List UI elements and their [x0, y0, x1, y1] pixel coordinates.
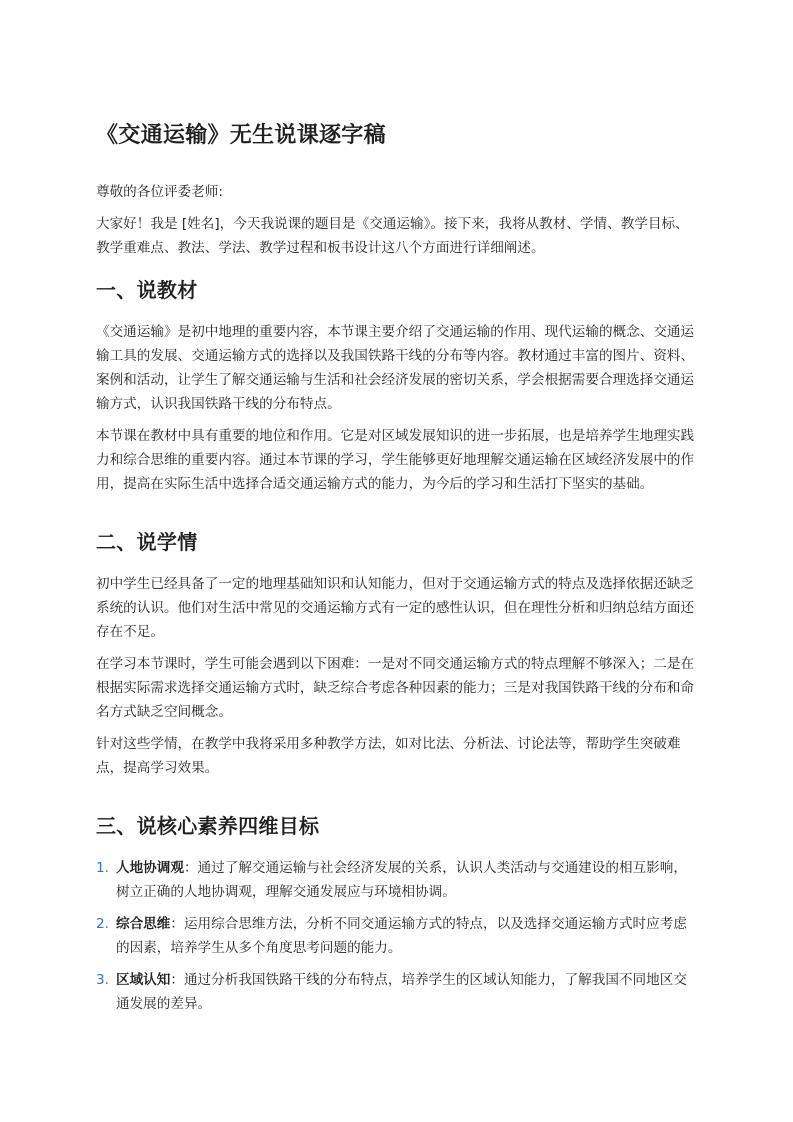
list-text: ：通过了解交通运输与社会经济发展的关系，认识人类活动与交通建设的相互影响，树立正确的人地协调观，理解交通发展应与环境相协调。 — [116, 860, 687, 900]
objectives-list — [96, 856, 698, 1016]
document-title: 《交通运输》无生说课逐字稿 — [96, 123, 386, 148]
section-learners — [96, 526, 698, 780]
paragraph: 《交通运输》是初中地理的重要内容，本节课主要介绍了交通运输的作用、现代运输的概念、交通运输工具的发展、交通运输方式的选择以及我国铁路干线的分布等内容。教材通过丰富的图片、资料、案例和活动，让学生了解交通运输与生活和社会经济发展的密切关系，学会根据需要合理选择交通运输方式，认识我国铁路干线的分布特点。 — [96, 324, 695, 412]
list-item — [96, 856, 698, 904]
list-item — [96, 912, 698, 960]
list-text: ：通过分析我国铁路干线的分布特点，培养学生的区域认知能力，了解我国不同地区交通发展的差异。 — [116, 972, 687, 1012]
paragraph: 在学习本节课时，学生可能会遇到以下困难：一是对不同交通运输方式的特点理解不够深入；二是在根据实际需求选择交通运输方式时，缺乏综合考虑各种因素的能力；三是对我国铁路干线的分布和命名方式缺乏空间概念。 — [96, 656, 695, 720]
list-item — [96, 968, 698, 1016]
section-objectives — [96, 810, 698, 1016]
paragraph: 本节课在教材中具有重要的地位和作用。它是对区域发展知识的进一步拓展，也是培养学生地理实践力和综合思维的重要内容。通过本节课的学习，学生能够更好地理解交通运输在区域经济发展中的作用，提高在实际生活中选择合适交通运输方式的能力，为今后的学习和生活打下坚实的基础。 — [96, 428, 695, 492]
section-heading: 二、说学情 — [96, 530, 198, 554]
list-text: ：运用综合思维方法，分析不同交通运输方式的特点，以及选择交通运输方式时应考虑的因素，培养学生从多个角度思考问题的能力。 — [116, 916, 687, 956]
list-term: 综合思维 — [116, 916, 171, 932]
list-number: 2. — [96, 916, 109, 932]
greeting: 尊敬的各位评委老师: — [96, 184, 223, 200]
section-heading: 三、说核心素养四维目标 — [96, 814, 320, 838]
list-number: 3. — [96, 972, 109, 988]
section-heading: 一、说教材 — [96, 278, 198, 302]
paragraph: 针对这些学情，在教学中我将采用多种教学方法，如对比法、分析法、讨论法等，帮助学生突破难点，提高学习效果。 — [96, 736, 681, 776]
list-number: 1. — [96, 860, 109, 876]
paragraph: 初中学生已经具备了一定的地理基础知识和认知能力，但对于交通运输方式的特点及选择依据还缺乏系统的认识。他们对生活中常见的交通运输方式有一定的感性认识，但在理性分析和归纳总结方面还存在不足。 — [96, 576, 695, 640]
intro-paragraph: 大家好！我是 [姓名]，今天我说课的题目是《交通运输》。接下来，我将从教材、学情、教学目标、教学重难点、教法、学法、教学过程和板书设计这八个方面进行详细阐述。 — [96, 216, 689, 256]
section-textbook — [96, 274, 698, 496]
list-term: 人地协调观 — [116, 860, 184, 876]
list-term: 区域认知 — [116, 972, 171, 988]
